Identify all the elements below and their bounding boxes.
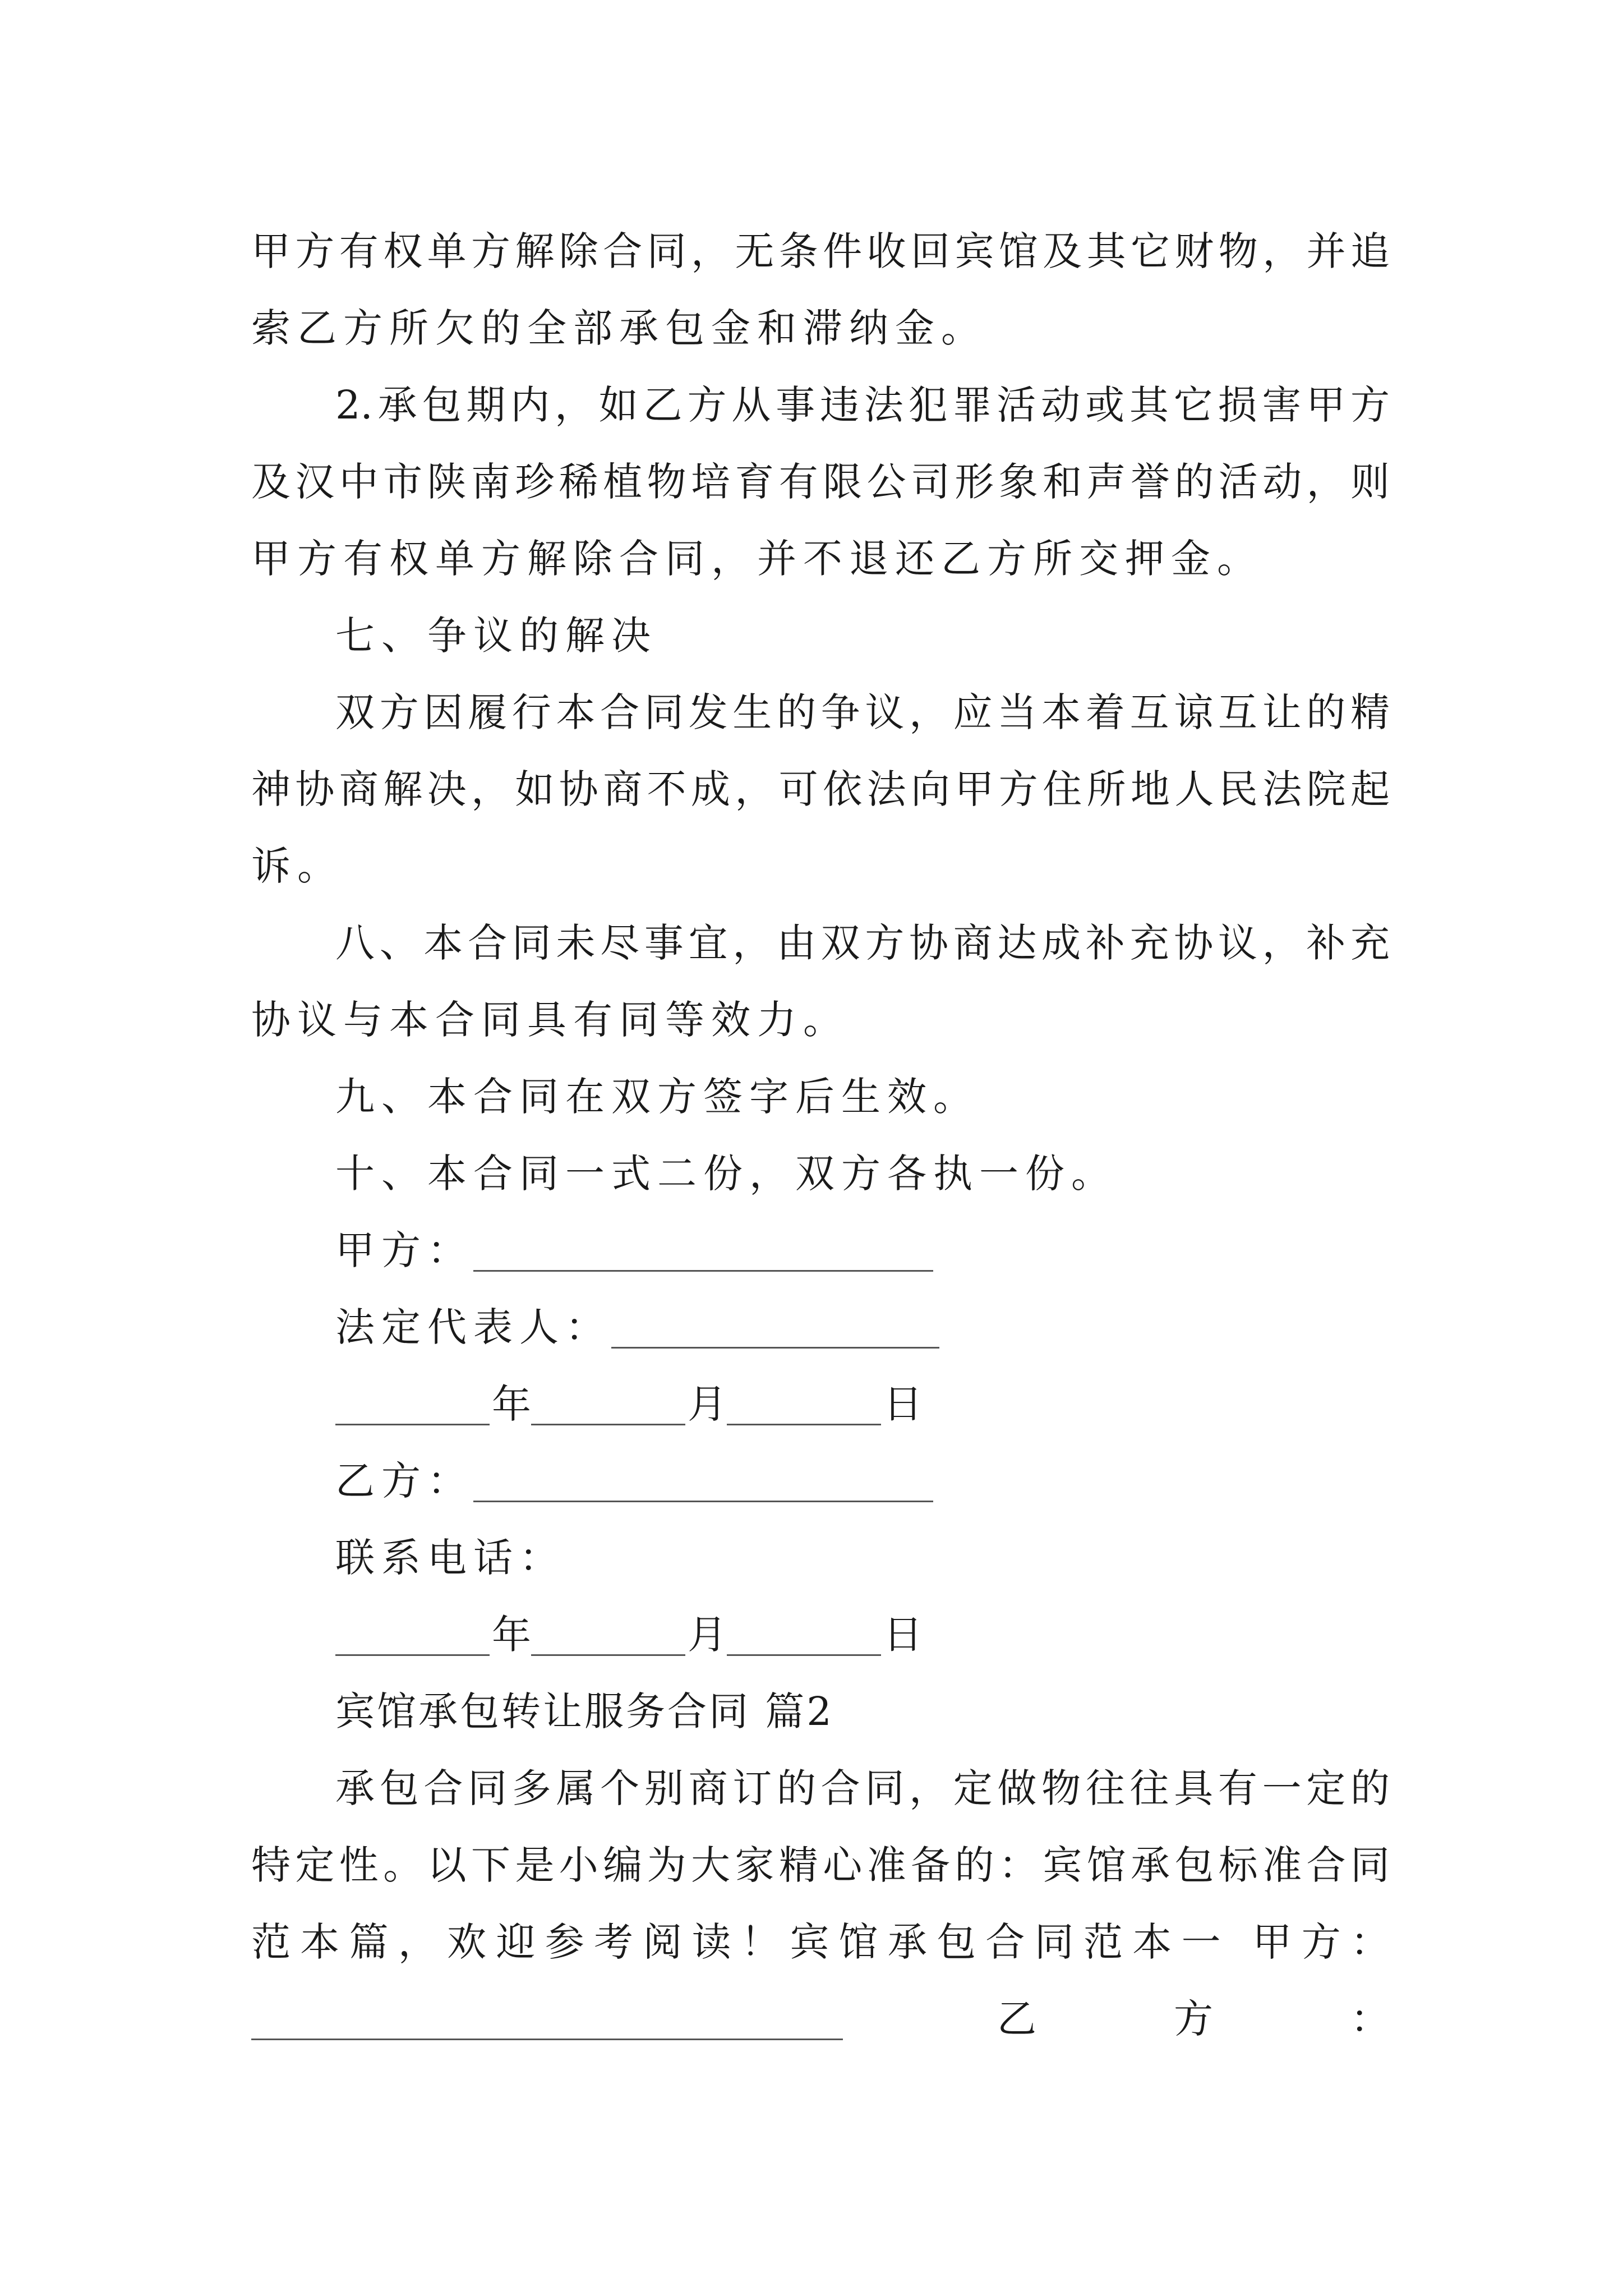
- paragraph-line: 2.承包期内，如乙方从事违法犯罪活动或其它损害甲方: [335, 382, 1390, 428]
- party-a-field: [251, 1212, 1390, 1289]
- section-title: 宾馆承包转让服务合同 篇2: [335, 1688, 834, 1734]
- party-a-label: 甲方：: [335, 1227, 473, 1273]
- paragraph-line: 索乙方所欠的全部承包金和滞纳金。: [251, 305, 987, 351]
- paragraph-line: 范本篇，欢迎参考阅读！宾馆承包合同范本一 甲方：: [251, 1919, 1390, 1965]
- party-b-field: [251, 1443, 1390, 1520]
- party-a-blank[interactable]: [473, 1270, 933, 1272]
- party-b-blank[interactable]: [473, 1501, 933, 1502]
- party-b-char-1: 乙: [997, 1996, 1036, 2042]
- day-label: 日: [883, 1612, 923, 1658]
- section-heading: 七、争议的解决: [335, 613, 657, 659]
- paragraph-line: 神协商解决，如协商不成，可依法向甲方住所地人民法院起: [251, 766, 1390, 812]
- phone-field: [251, 1520, 1390, 1596]
- legal-rep-blank[interactable]: [611, 1347, 939, 1349]
- date-row-1: [251, 1366, 1390, 1443]
- paragraph-line: 及汉中市陕南珍稀植物培育有限公司形象和声誉的活动，则: [251, 459, 1390, 505]
- party-b-colon: ：: [1350, 1996, 1390, 2042]
- month-blank[interactable]: [531, 1424, 685, 1425]
- paragraph-line: 甲方有权单方解除合同，并不退还乙方所交押金。: [251, 536, 1263, 582]
- paragraph-line: 诉。: [251, 843, 343, 889]
- party-b-char-2: 方: [1174, 1996, 1213, 2042]
- year-label: 年: [492, 1381, 531, 1427]
- day-blank[interactable]: [727, 1654, 881, 1656]
- year-blank[interactable]: [335, 1654, 490, 1656]
- year-label: 年: [492, 1612, 531, 1658]
- party-b-spaced-label: [997, 1981, 1390, 2058]
- month-label: 月: [688, 1612, 727, 1658]
- party-b-label: 乙方：: [335, 1458, 473, 1504]
- paragraph-line: 九、本合同在双方签字后生效。: [335, 1074, 979, 1120]
- paragraph-line: 特定性。以下是小编为大家精心准备的：宾馆承包标准合同: [251, 1842, 1390, 1888]
- month-label: 月: [688, 1381, 727, 1427]
- paragraph-line: 甲方有权单方解除合同，无条件收回宾馆及其它财物，并追: [251, 228, 1390, 274]
- month-blank[interactable]: [531, 1654, 685, 1656]
- legal-rep-field: [251, 1289, 1390, 1366]
- paragraph-line: 协议与本合同具有同等效力。: [251, 997, 849, 1043]
- paragraph-line: 十、本合同一式二份，双方各执一份。: [335, 1151, 1117, 1197]
- document-body: [251, 213, 1390, 2058]
- day-label: 日: [883, 1381, 923, 1427]
- legal-rep-label: 法定代表人：: [335, 1304, 611, 1350]
- paragraph-line: 八、本合同未尽事宜，由双方协商达成补充协议，补充: [335, 920, 1390, 966]
- party-a-blank-2[interactable]: [251, 2039, 843, 2040]
- year-blank[interactable]: [335, 1424, 490, 1425]
- date-row-2: [251, 1596, 1390, 1673]
- day-blank[interactable]: [727, 1424, 881, 1425]
- party-line: [251, 1981, 1390, 2058]
- paragraph-line: 承包合同多属个别商订的合同，定做物往往具有一定的: [335, 1765, 1390, 1811]
- paragraph-line: 双方因履行本合同发生的争议，应当本着互谅互让的精: [335, 689, 1390, 735]
- phone-label: 联系电话：: [335, 1535, 565, 1581]
